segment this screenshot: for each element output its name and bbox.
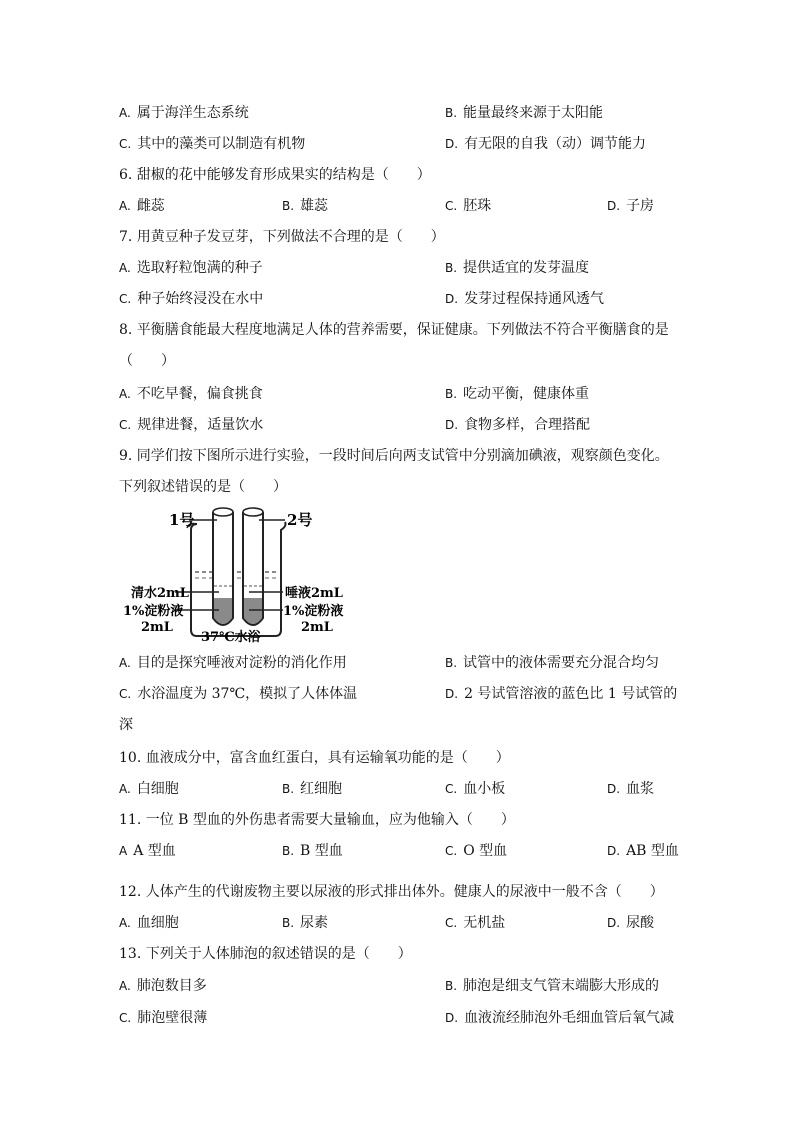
q6-option-c — [445, 197, 491, 215]
q11-option-d — [607, 842, 679, 860]
option-label: A. — [119, 656, 131, 670]
option-label: A. — [119, 782, 131, 796]
q8-option-b — [445, 385, 589, 403]
q10-stem: 10. 血液成分中，富含血红蛋白，具有运输氧功能的是（ ） — [119, 750, 510, 766]
q12-option-c — [445, 914, 505, 932]
q9-option-a — [119, 654, 347, 672]
q8-stem: 8. 平衡膳食能最大程度地满足人体的营养需要，保证健康。下列做法不符合平衡膳食的是 — [119, 322, 669, 338]
q13-option-a — [119, 977, 207, 995]
option-label: D. — [445, 137, 459, 151]
option-text: 血浆 — [626, 781, 655, 797]
option-text: 白细胞 — [136, 781, 179, 797]
q9-option-d — [445, 685, 677, 703]
q8-stem-cont: （ ） — [119, 353, 175, 369]
option-label: A. — [119, 261, 131, 275]
option-text: 雌蕊 — [136, 198, 165, 214]
q5-option-b — [445, 104, 603, 122]
option-text: AB 型血 — [626, 843, 679, 859]
option-label: C. — [119, 1011, 132, 1025]
option-text: O 型血 — [463, 843, 508, 859]
option-label: B. — [445, 261, 458, 275]
q12-option-b — [282, 914, 328, 932]
experiment-figure — [119, 502, 364, 647]
test-tube-2-rim — [243, 508, 263, 516]
q8-option-d — [445, 416, 590, 434]
q10-option-d — [607, 780, 654, 798]
option-text: 选取籽粒饱满的种子 — [136, 260, 263, 276]
option-text: 不吃早餐，偏食挑食 — [136, 386, 263, 402]
option-label: D. — [445, 1011, 459, 1025]
q7-option-d — [445, 290, 604, 308]
q9-stem-cont: 下列叙述错误的是（ ） — [119, 479, 287, 495]
option-text: 有无限的自我（动）调节能力 — [464, 136, 647, 152]
left-label-water: 清水2mL — [131, 586, 189, 601]
option-text: 2 号试管溶液的蓝色比 1 号试管的 — [464, 686, 678, 702]
option-label: A. — [119, 916, 131, 930]
q9-option-c — [119, 685, 357, 703]
option-text: 能量最终来源于太阳能 — [463, 105, 604, 121]
option-text: 提供适宜的发芽温度 — [463, 260, 590, 276]
q7-option-a — [119, 259, 263, 277]
option-label: B. — [445, 979, 458, 993]
q8-option-c — [119, 416, 263, 434]
option-text: 吃动平衡，健康体重 — [463, 386, 590, 402]
option-label: C. — [445, 782, 458, 796]
option-label: A. — [119, 387, 131, 401]
right-label-starch: 1%淀粉液 — [283, 604, 344, 619]
option-text: 水浴温度为 37℃，模拟了人体体温 — [137, 686, 358, 702]
q11-option-b — [282, 842, 343, 860]
option-text: 发芽过程保持通风透气 — [464, 291, 605, 307]
option-label: A — [119, 844, 128, 858]
q6-option-b — [282, 197, 328, 215]
option-label: A. — [119, 199, 131, 213]
q13-stem: 13. 下列关于人体肺泡的叙述错误的是（ ） — [119, 946, 412, 962]
bath-label: 37℃水浴 — [201, 630, 261, 645]
q5-option-d — [445, 135, 646, 153]
option-text: 无机盐 — [463, 915, 506, 931]
option-label: D. — [445, 687, 459, 701]
option-text: A 型血 — [133, 843, 176, 859]
tube2-label: 2号 — [287, 511, 313, 529]
option-label: B. — [445, 387, 458, 401]
option-label: B. — [282, 199, 295, 213]
option-label: C. — [445, 916, 458, 930]
q11-option-a — [119, 842, 176, 860]
left-label-volume: 2mL — [141, 620, 173, 635]
option-label: D. — [445, 292, 459, 306]
q7-option-c — [119, 290, 263, 308]
option-text: 肺泡数目多 — [136, 978, 207, 994]
option-label: D. — [607, 916, 621, 930]
option-text: B 型血 — [300, 843, 343, 859]
test-tube-1-liquid — [214, 598, 232, 624]
test-tube-2-liquid — [244, 598, 262, 624]
option-text: 目的是探究唾液对淀粉的消化作用 — [136, 655, 347, 671]
option-label: D. — [607, 844, 621, 858]
option-label: B. — [445, 656, 458, 670]
option-label: A. — [119, 106, 131, 120]
q13-option-c — [119, 1009, 207, 1027]
option-text: 肺泡是细支气管末端膨大形成的 — [463, 978, 660, 994]
option-label: D. — [607, 199, 621, 213]
q5-option-a — [119, 104, 249, 122]
option-text: 血液流经肺泡外毛细血管后氧气减 — [464, 1010, 675, 1026]
q7-stem: 7. 用黄豆种子发豆芽，下列做法不合理的是（ ） — [119, 229, 445, 245]
option-text: 试管中的液体需要充分混合均匀 — [463, 655, 660, 671]
option-text: 子房 — [626, 198, 655, 214]
q9-option-b — [445, 654, 659, 672]
q9-option-d-cont: 深 — [119, 717, 133, 733]
q13-option-d — [445, 1009, 674, 1027]
option-label: B. — [282, 916, 295, 930]
beaker — [191, 522, 286, 636]
q6-option-d — [607, 197, 654, 215]
option-label: C. — [119, 687, 132, 701]
q12-stem: 12. 人体产生的代谢废物主要以尿液的形式排出体外。健康人的尿液中一般不含（ ） — [119, 884, 664, 900]
tube1-label: 1号 — [169, 511, 195, 529]
q13-option-b — [445, 977, 659, 995]
option-text: 肺泡壁很薄 — [137, 1010, 208, 1026]
option-label: C. — [119, 292, 132, 306]
option-text: 属于海洋生态系统 — [136, 105, 249, 121]
q11-option-c — [445, 842, 507, 860]
q6-stem: 6. 甜椒的花中能够发育形成果实的结构是（ ） — [119, 167, 431, 183]
option-text: 雄蕊 — [300, 198, 329, 214]
right-label-saliva: 唾液2mL — [285, 586, 343, 601]
left-label-starch: 1%淀粉液 — [123, 604, 184, 619]
q6-option-a — [119, 197, 165, 215]
option-text: 尿素 — [300, 915, 329, 931]
q10-option-c — [445, 780, 505, 798]
option-label: C. — [119, 418, 132, 432]
option-text: 尿酸 — [626, 915, 655, 931]
q5-option-c — [119, 135, 305, 153]
option-text: 血小板 — [463, 781, 506, 797]
option-label: C. — [119, 137, 132, 151]
option-text: 规律进餐，适量饮水 — [137, 417, 264, 433]
q8-option-a — [119, 385, 263, 403]
option-label: D. — [607, 782, 621, 796]
option-text: 种子始终浸没在水中 — [137, 291, 264, 307]
option-label: C. — [445, 844, 458, 858]
q12-option-a — [119, 914, 179, 932]
q12-option-d — [607, 914, 654, 932]
option-label: C. — [445, 199, 458, 213]
option-text: 其中的藻类可以制造有机物 — [137, 136, 306, 152]
q7-option-b — [445, 259, 589, 277]
option-label: B. — [282, 844, 295, 858]
q10-option-a — [119, 780, 179, 798]
option-label: D. — [445, 418, 459, 432]
q11-stem: 11. 一位 B 型血的外伤患者需要大量输血，应为他输入（ ） — [119, 812, 515, 828]
q9-stem: 9. 同学们按下图所示进行实验，一段时间后向两支试管中分别滴加碘液，观察颜色变化。 — [119, 448, 669, 464]
option-label: A. — [119, 979, 131, 993]
option-text: 血细胞 — [136, 915, 179, 931]
option-text: 红细胞 — [300, 781, 343, 797]
option-text: 胚珠 — [463, 198, 492, 214]
q10-option-b — [282, 780, 342, 798]
option-label: B. — [445, 106, 458, 120]
right-label-volume: 2mL — [301, 620, 333, 635]
test-tube-1-rim — [213, 508, 233, 516]
option-text: 食物多样，合理搭配 — [464, 417, 591, 433]
option-label: B. — [282, 782, 295, 796]
